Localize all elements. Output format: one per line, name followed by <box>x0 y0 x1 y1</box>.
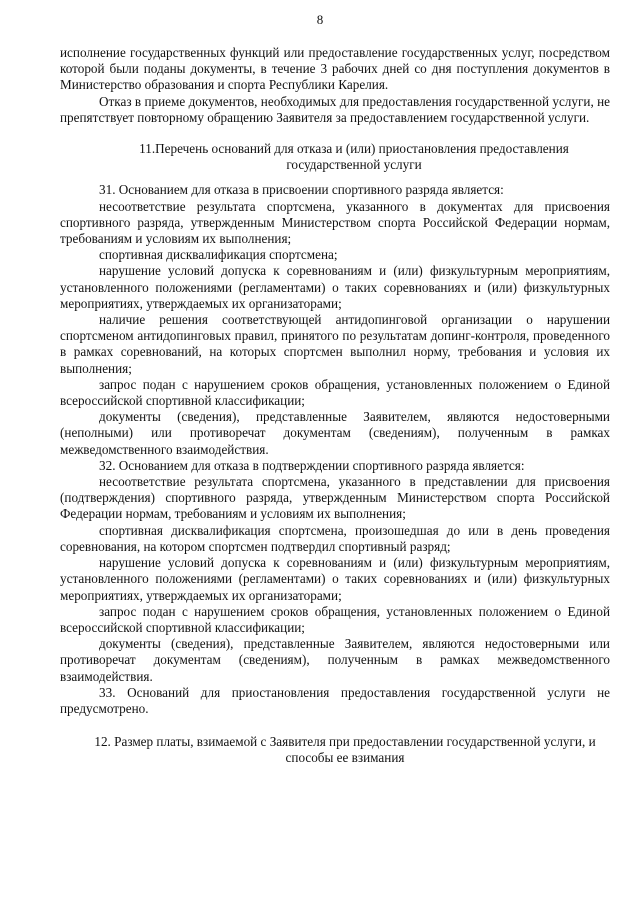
list-item: запрос подан с нарушением сроков обращения, установленных положением о Единой всероссийской спортивной классификации; <box>60 603 610 635</box>
paragraph-31: 31. Основанием для отказа в присвоении спортивного разряда является: <box>99 182 504 198</box>
list-item: несоответствие результата спортсмена, указанного в представлении для присвоения (подтверждения) спортивного разряда, утвержденным Министерством спорта Российской Федерации нормам, требованиям и условиям их выполнения; <box>60 474 610 522</box>
paragraph-33: 33. Оснований для приостановления предоставления государственной услуги не предусмотрено. <box>60 684 610 716</box>
page-number: 8 <box>316 12 324 27</box>
list-item: нарушение условий допуска к соревнованиям и (или) физкультурным мероприятиям, установленного положениями (регламентами) о таких соревнованиях и (или) физкультурных мероприятиях, утверждаемых их организаторами; <box>60 555 610 603</box>
list-item: спортивная дисквалификация спортсмена, произошедшая до или в день проведения соревнования, на котором спортсмен подтвердил спортивный разряд; <box>60 522 610 554</box>
list-item: нарушение условий допуска к соревнованиям и (или) физкультурным мероприятиям, установленного положениями (регламентами) о таких соревнованиях и (или) физкультурных мероприятиях, утверждаемых их организаторами; <box>60 263 610 311</box>
paragraph-32: 32. Основанием для отказа в подтверждении спортивного разряда является: <box>99 457 525 473</box>
list-item: спортивная дисквалификация спортсмена; <box>99 247 338 263</box>
intro-paragraph: Отказ в приеме документов, необходимых для предоставления государственной услуги, не препятствует повторному обращению Заявителя за предоставлением государственной услуги. <box>60 93 610 125</box>
list-item: документы (сведения), представленные Заявителем, являются недостоверными (неполными) или противоречат документам (сведениям), полученным в рамках межведомственного взаимодействия. <box>60 409 610 457</box>
list-item: несоответствие результата спортсмена, указанного в документах для присвоения спортивного разряда, утвержденным Министерством спорта Российской Федерации нормам, требованиям и условиям их выполнения; <box>60 198 610 247</box>
document-body <box>60 45 610 767</box>
list-item: документы (сведения), представленные Заявителем, являются недостоверными или противоречат документам (сведениям), полученным в рамках межведомственного взаимодействия. <box>60 636 610 684</box>
section-12-heading: 12. Размер платы, взимаемой с Заявителя при предоставлении государственной услуги, и способы ее взимания <box>94 734 596 766</box>
list-item: наличие решения соответствующей антидопинговой организации о нарушении спортсменом антидопинговых правил, принятого по результатам допинг-контроля, проведенного в рамках соревнований, на которых спортсмен выполнил норму, требования и условия их выполнения; <box>60 312 610 376</box>
section-11-heading: 11.Перечень оснований для отказа и (или) приостановления предоставления государственной услуги <box>139 141 569 173</box>
list-item: запрос подан с нарушением сроков обращения, установленных положением о Единой всероссийской спортивной классификации; <box>60 376 610 409</box>
intro-paragraph: исполнение государственных функций или предоставление государственных услуг, посредством которой были поданы документы, в течение 3 рабочих дней со дня поступления документов в Министерство образования и спорта Республики Карелия. <box>60 45 610 93</box>
